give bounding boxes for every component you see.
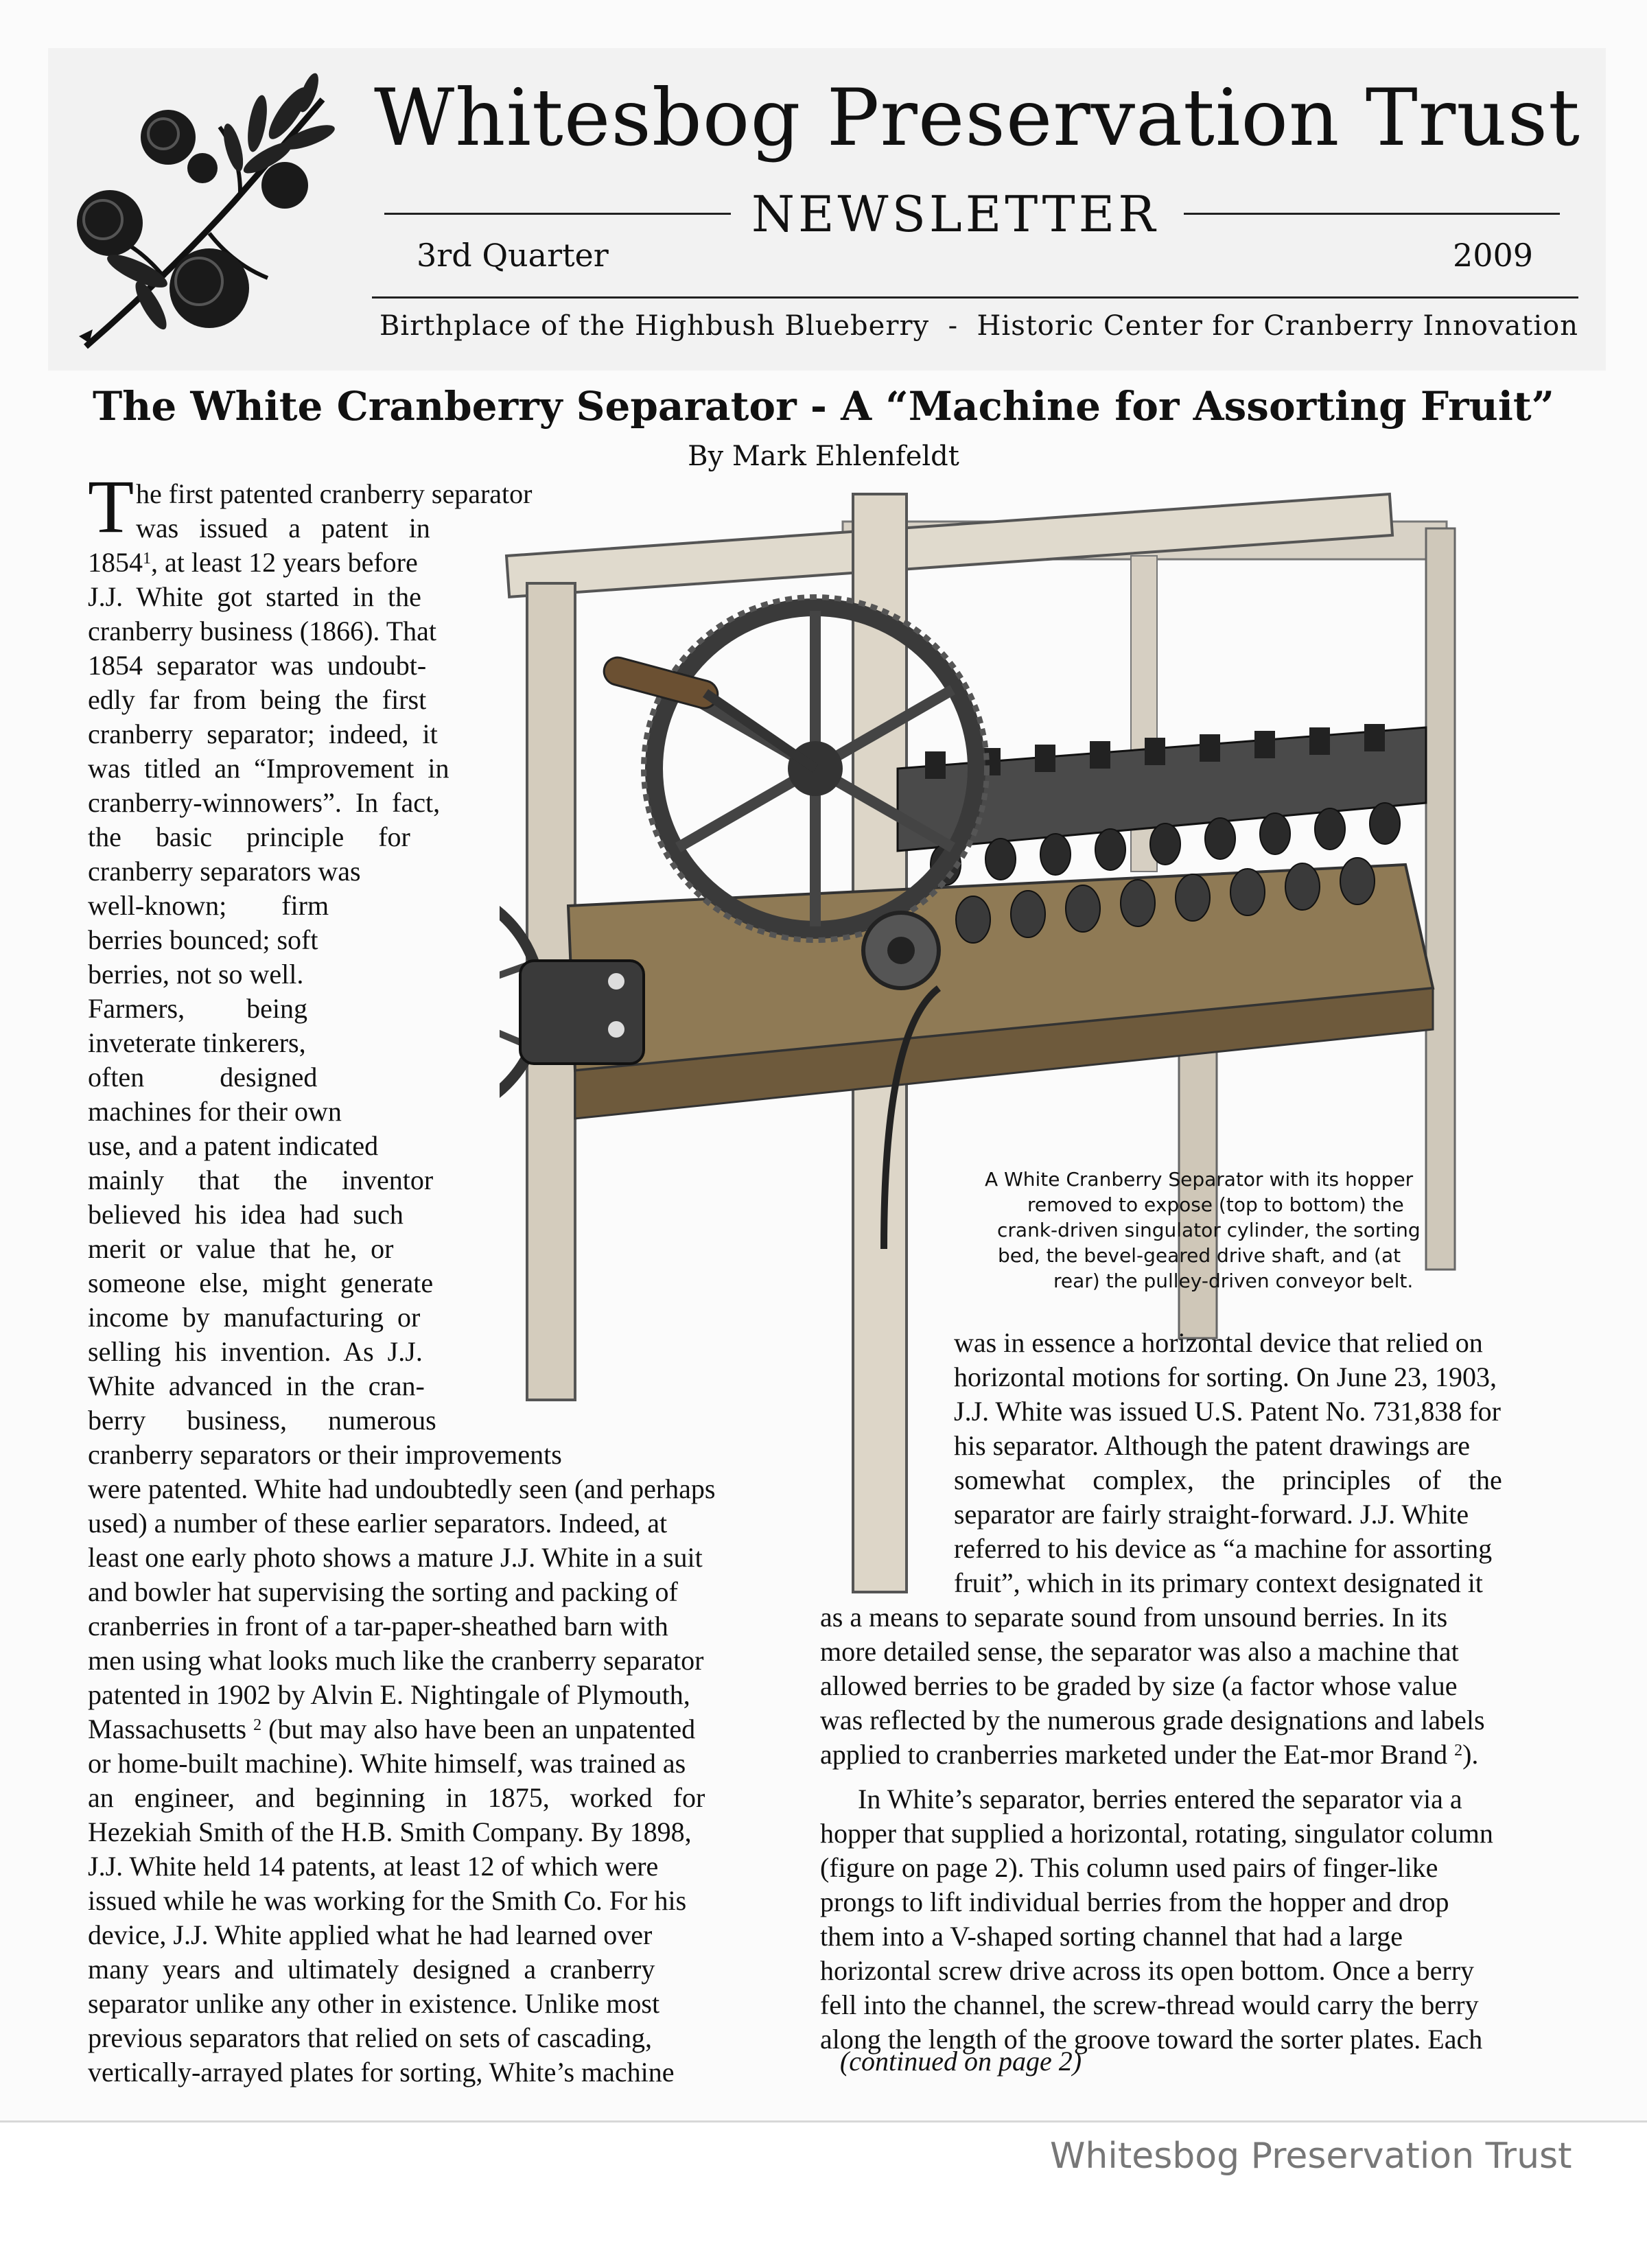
text-segment: , at least 12 years before bbox=[151, 547, 418, 578]
text-line: was in essence a horizontal device that relied on bbox=[954, 1327, 1483, 1358]
text-line: inveterate tinkerers, bbox=[88, 1027, 306, 1058]
text-line: as a means to separate sound from unsound berries. In its bbox=[820, 1602, 1448, 1633]
text-line: machines for their own bbox=[88, 1096, 342, 1127]
text-line: selling his invention. As J.J. bbox=[88, 1336, 423, 1367]
text-line: used) a number of these earlier separators. Indeed, at bbox=[88, 1508, 668, 1539]
text-line: allowed berries to be graded by size (a factor whose value bbox=[820, 1670, 1458, 1701]
text-line: cranberry-winnowers”. In fact, bbox=[88, 787, 441, 818]
text-line: referred to his device as “a machine for assorting bbox=[954, 1533, 1493, 1564]
text-line: Hezekiah Smith of the H.B. Smith Company. By 1898, bbox=[88, 1816, 692, 1847]
blueberry-sprig-icon bbox=[62, 72, 350, 360]
footnote-ref: 2 bbox=[253, 1716, 262, 1734]
text-line: issued while he was working for the Smith Co. For his bbox=[88, 1885, 687, 1916]
text-line: White advanced in the cran- bbox=[88, 1370, 425, 1401]
text-line bbox=[88, 1712, 695, 1746]
text-line: or home-built machine). White himself, was trained as bbox=[88, 1748, 686, 1779]
text-line: cranberry separator; indeed, it bbox=[88, 718, 438, 749]
text-line: fell into the channel, the screw-thread would carry the berry bbox=[820, 1989, 1479, 2020]
photo-caption-line: bed, the bevel-geared drive shaft, and (at bbox=[998, 1244, 1401, 1267]
text-line: cranberry separators or their improvements bbox=[88, 1439, 562, 1470]
text-line: berry business, numerous bbox=[88, 1405, 436, 1436]
text-line: fruit”, which in its primary context designated it bbox=[954, 1567, 1483, 1598]
text-line: them into a V-shaped sorting channel that had a large bbox=[820, 1921, 1403, 1952]
text-line: mainly that the inventor bbox=[88, 1165, 434, 1195]
footnote-ref: 2 bbox=[1454, 1742, 1463, 1760]
footnote-ref: 1 bbox=[143, 550, 151, 568]
photo-caption-line: crank-driven singulator cylinder, the sorting bbox=[997, 1219, 1421, 1241]
drop-cap: T bbox=[88, 465, 135, 548]
text-line: merit or value that he, or bbox=[88, 1233, 394, 1264]
text-line: In White’s separator, berries entered the separator via a bbox=[858, 1784, 1462, 1814]
text-line: use, and a patent indicated bbox=[88, 1130, 379, 1161]
text-line: and bowler hat supervising the sorting and packing of bbox=[88, 1576, 678, 1607]
text-line: he first patented cranberry separator bbox=[136, 478, 533, 509]
photo-caption-line: A White Cranberry Separator with its hopper bbox=[985, 1168, 1414, 1191]
text-line: least one early photo shows a mature J.J. White in a suit bbox=[88, 1542, 703, 1573]
text-line: someone else, might generate bbox=[88, 1267, 434, 1298]
text-line: his separator. Although the patent drawings are bbox=[954, 1430, 1471, 1461]
text-line: hopper that supplied a horizontal, rotating, singulator column bbox=[820, 1818, 1493, 1849]
text-line: prongs to lift individual berries from the hopper and drop bbox=[820, 1886, 1449, 1917]
text-line: separator are fairly straight-forward. J.J. White bbox=[954, 1499, 1469, 1530]
masthead-divider bbox=[372, 296, 1578, 299]
text-line: the basic principle for bbox=[88, 821, 410, 852]
text-line: men using what looks much like the cranberry separator bbox=[88, 1645, 704, 1676]
text-line: was reflected by the numerous grade designations and labels bbox=[820, 1705, 1485, 1735]
text-line: cranberry separators was bbox=[88, 856, 361, 887]
newsletter-rule-left bbox=[384, 213, 731, 215]
photo-caption-line: removed to expose (top to bottom) the bbox=[1027, 1193, 1404, 1216]
text-line: Farmers, being bbox=[88, 993, 307, 1024]
newsletter-label: NEWSLETTER bbox=[751, 185, 1159, 243]
text-line bbox=[820, 1738, 1478, 1772]
continued-note: (continued on page 2) bbox=[839, 2046, 1082, 2077]
footer-watermark: Whitesbog Preservation Trust bbox=[1050, 2136, 1572, 2177]
text-line: somewhat complex, the principles of the bbox=[954, 1464, 1502, 1495]
text-line: edly far from being the first bbox=[88, 684, 427, 715]
newsletter-rule-right bbox=[1184, 213, 1560, 215]
text-line: J.J. White got started in the bbox=[88, 581, 421, 612]
text-line: vertically-arrayed plates for sorting, White’s machine bbox=[88, 2057, 675, 2088]
text-segment: (but may also have been an unpatented bbox=[261, 1714, 696, 1744]
text-line: well-known; firm bbox=[88, 890, 329, 921]
text-line: berries, not so well. bbox=[88, 959, 304, 990]
text-line: along the length of the groove toward the sorter plates. Each bbox=[820, 2024, 1483, 2055]
article-headline: The White Cranberry Separator - A “Machine for Assorting Fruit” bbox=[93, 383, 1554, 430]
text-line: was titled an “Improvement in bbox=[88, 753, 449, 784]
text-line: believed his idea had such bbox=[88, 1199, 404, 1230]
text-line: cranberries in front of a tar-paper-sheathed barn with bbox=[88, 1611, 668, 1641]
text-line: 1854 separator was undoubt- bbox=[88, 650, 427, 681]
text-line: J.J. White was issued U.S. Patent No. 731,838 for bbox=[954, 1396, 1501, 1427]
text-line: previous separators that relied on sets of cascading, bbox=[88, 2022, 652, 2053]
text-line: were patented. White had undoubtedly seen (and perhaps bbox=[88, 1473, 716, 1504]
text-line: an engineer, and beginning in 1875, worked for bbox=[88, 1782, 705, 1813]
text-line: more detailed sense, the separator was also a machine that bbox=[820, 1636, 1459, 1667]
issue-year: 2009 bbox=[1453, 237, 1534, 274]
text-line: separator unlike any other in existence. Unlike most bbox=[88, 1988, 660, 2019]
text-line: device, J.J. White applied what he had learned over bbox=[88, 1919, 653, 1950]
photo-caption-line: rear) the pulley-driven conveyor belt. bbox=[1053, 1270, 1414, 1292]
masthead-tagline: Birthplace of the Highbush Blueberry - Historic Center for Cranberry Innovation bbox=[379, 310, 1578, 342]
text-line: was issued a patent in bbox=[136, 513, 430, 543]
text-line bbox=[88, 546, 418, 580]
article-byline: By Mark Ehlenfeldt bbox=[688, 441, 959, 472]
masthead-title: Whitesbog Preservation Trust bbox=[374, 72, 1580, 163]
text-line: income by manufacturing or bbox=[88, 1302, 421, 1333]
text-segment: Massachusetts bbox=[88, 1714, 254, 1744]
text-line: horizontal motions for sorting. On June 23, 1903, bbox=[954, 1361, 1497, 1392]
text-segment: ). bbox=[1462, 1739, 1479, 1770]
text-line: horizontal screw drive across its open bottom. Once a berry bbox=[820, 1955, 1475, 1986]
text-line: often designed bbox=[88, 1062, 318, 1092]
text-line: (figure on page 2). This column used pairs of finger-like bbox=[820, 1852, 1438, 1883]
text-segment: 1854 bbox=[88, 547, 143, 578]
text-line: cranberry business (1866). That bbox=[88, 616, 437, 646]
text-line: berries bounced; soft bbox=[88, 924, 318, 955]
text-line: J.J. White held 14 patents, at least 12 of which were bbox=[88, 1851, 659, 1882]
issue-quarter: 3rd Quarter bbox=[417, 237, 609, 274]
text-line: patented in 1902 by Alvin E. Nightingale of Plymouth, bbox=[88, 1679, 690, 1710]
text-segment: applied to cranberries marketed under the Eat-mor Brand bbox=[820, 1739, 1455, 1770]
text-line: many years and ultimately designed a cranberry bbox=[88, 1954, 655, 1985]
